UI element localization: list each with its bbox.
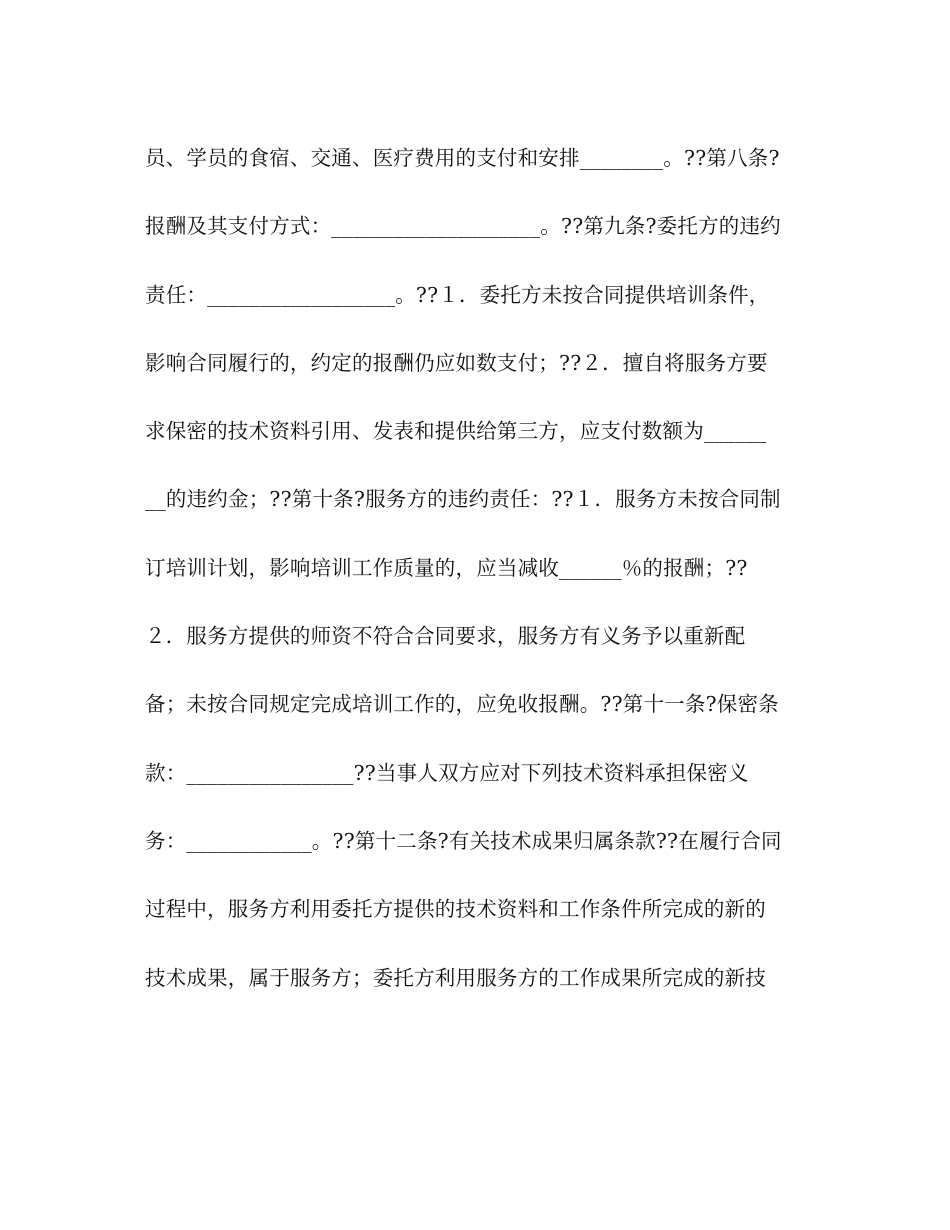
text-line: 技术成果，属于服务方；委托方利用服务方的工作成果所完成的新技 bbox=[145, 965, 766, 990]
text-line: 备；未按合同规定完成培训工作的，应免收报酬。??第十一条?保密条 bbox=[145, 692, 779, 717]
text-line: 影响合同履行的，约定的报酬仍应如数支付；??２．擅自将服务方要 bbox=[145, 350, 768, 375]
contract-body-text bbox=[145, 138, 810, 1026]
text-line: 过程中，服务方利用委托方提供的技术资料和工作条件所完成的新的 bbox=[145, 897, 766, 922]
text-line: 款：________________??当事人双方应对下列技术资料承担保密义 bbox=[145, 760, 749, 785]
text-line: 报酬及其支付方式：____________________。??第九条?委托方的违约 bbox=[145, 214, 781, 239]
text-line: ２．服务方提供的师资不符合合同要求，服务方有义务予以重新配 bbox=[145, 624, 746, 649]
text-line: 员、学员的食宿、交通、医疗费用的支付和安排________。??第八条? bbox=[145, 146, 780, 170]
text-line: 务：____________。??第十二条?有关技术成果归属条款??在履行合同 bbox=[145, 828, 782, 853]
text-line: __的违约金；??第十条?服务方的违约责任：??１．服务方未按合同制 bbox=[145, 487, 781, 512]
text-line: 责任：__________________。??１．委托方未按合同提供培训条件， bbox=[145, 282, 770, 307]
text-line: 求保密的技术资料引用、发表和提供给第三方，应支付数额为______ bbox=[145, 419, 767, 444]
text-line: 订培训计划，影响培训工作质量的，应当减收______％的报酬；?? bbox=[145, 555, 748, 580]
